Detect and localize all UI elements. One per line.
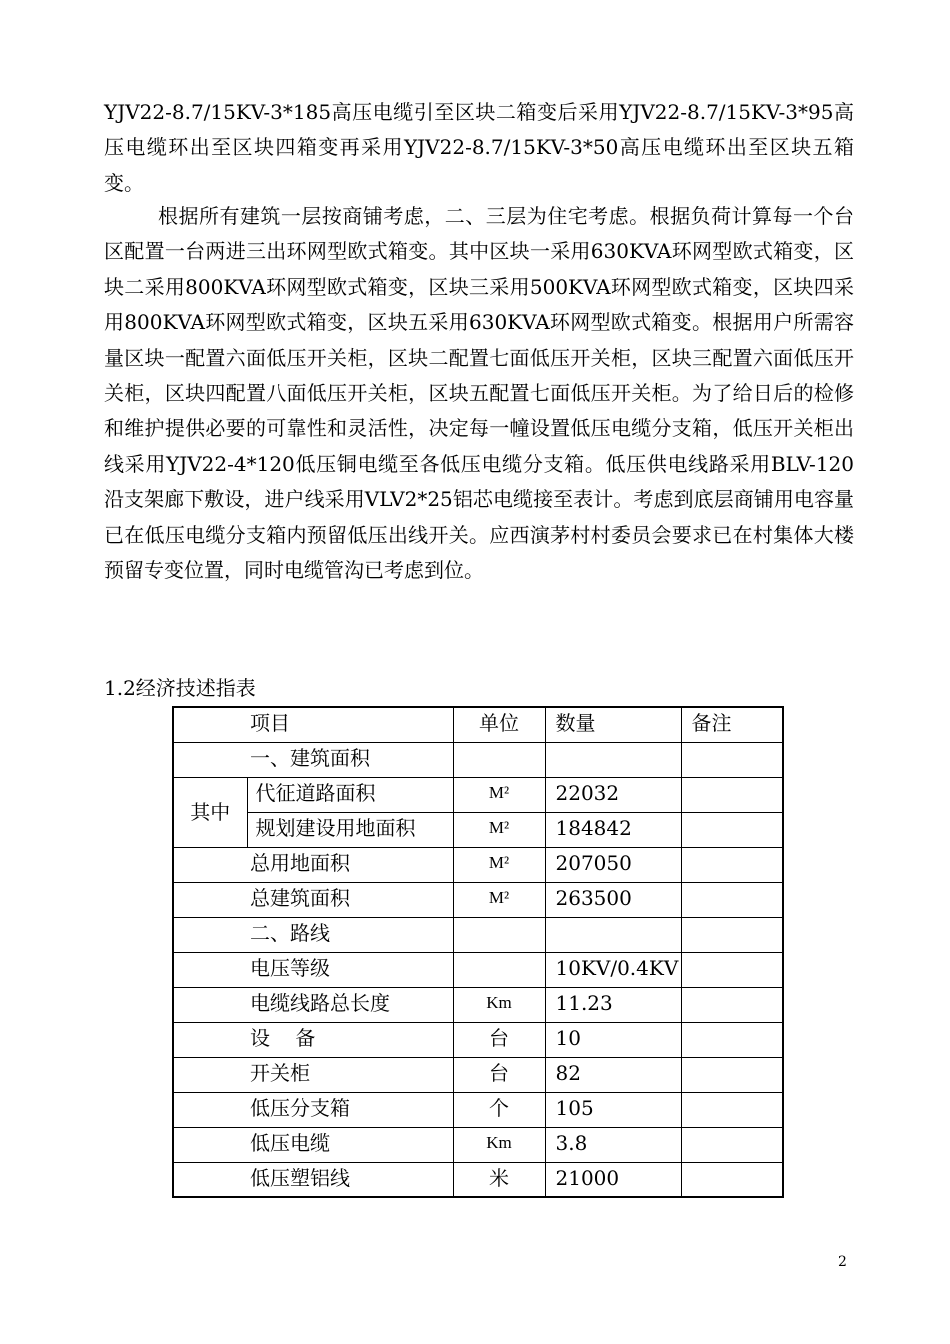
row-unit: M²	[453, 847, 545, 882]
row-unit	[453, 742, 545, 777]
table-row	[173, 742, 783, 777]
row-quantity: 11.23	[545, 987, 681, 1022]
row-note	[681, 987, 783, 1022]
row-item: 低压分支箱	[173, 1092, 453, 1127]
table-row	[173, 1092, 783, 1127]
page-number: 2	[838, 1254, 847, 1270]
row-note	[681, 1057, 783, 1092]
row-note	[681, 742, 783, 777]
row-note	[681, 777, 783, 812]
row-unit	[453, 952, 545, 987]
row-unit: Km	[453, 987, 545, 1022]
header-item: 项目	[173, 707, 453, 742]
row-quantity: 184842	[545, 812, 681, 847]
body-paragraph: YJV22-8.7/15KV-3*185高压电缆引至区块二箱变后采用YJV22-8.7/15KV-3*95高压电缆环出至区块四箱变再采用YJV22-8.7/15KV-3*50高压电缆环出至区块五箱变。	[104, 100, 854, 195]
row-note	[681, 1162, 783, 1197]
row-quantity: 10KV/0.4KV	[545, 952, 681, 987]
row-quantity: 21000	[545, 1162, 681, 1197]
body-paragraph: 根据所有建筑一层按商铺考虑，二、三层为住宅考虑。根据负荷计算每一个台区配置一台两进三出环网型欧式箱变。其中区块一采用630KVA环网型欧式箱变，区块二采用800KVA环网型欧式箱变，区块三采用500KVA环网型欧式箱变，区块四采用800KVA环网型欧式箱变，区块五采用630KVA环网型欧式箱变。根据用户所需容量区块一配置六面低压开关柜，区块二配置七面低压开关柜，区块三配置六面低压开关柜，区块四配置八面低压开关柜，区块五配置七面低压开关柜。为了给日后的检修和维护提供必要的可靠性和灵活性，决定每一幢设置低压电缆分支箱，低压开关柜出线采用YJV22-4*120低压铜电缆至各低压电缆分支箱。低压供电线路采用BLV-120沿支架廊下敷设，进户线采用VLV2*25铝芯电缆接至表计。考虑到底层商铺用电容量已在低压电缆分支箱内预留低压出线开关。应西演茅村村委员会要求已在村集体大楼预留专变位置，同时电缆管沟已考虑到位。	[104, 204, 854, 583]
row-item: 电缆线路总长度	[173, 987, 453, 1022]
table-row	[173, 952, 783, 987]
row-item: 二、路线	[173, 917, 453, 952]
row-note	[681, 917, 783, 952]
row-quantity: 82	[545, 1057, 681, 1092]
header-unit: 单位	[453, 707, 545, 742]
row-quantity: 207050	[545, 847, 681, 882]
section-title: 1.2经济技述指表	[104, 676, 256, 700]
row-note	[681, 1092, 783, 1127]
row-item: 代征道路面积	[247, 777, 453, 812]
row-unit	[453, 917, 545, 952]
table-row	[173, 847, 783, 882]
table-row	[173, 1022, 783, 1057]
row-unit: M²	[453, 812, 545, 847]
row-quantity: 3.8	[545, 1127, 681, 1162]
row-item: 低压电缆	[173, 1127, 453, 1162]
row-item: 电压等级	[173, 952, 453, 987]
row-item: 总用地面积	[173, 847, 453, 882]
header-quantity: 数量	[545, 707, 681, 742]
row-unit: 米	[453, 1162, 545, 1197]
row-unit: Km	[453, 1127, 545, 1162]
group-label: 其中	[173, 777, 247, 847]
row-quantity: 263500	[545, 882, 681, 917]
header-note: 备注	[681, 707, 783, 742]
row-quantity	[545, 917, 681, 952]
table-row	[173, 987, 783, 1022]
row-note	[681, 1127, 783, 1162]
row-unit: M²	[453, 882, 545, 917]
table-row	[173, 882, 783, 917]
row-quantity	[545, 742, 681, 777]
row-note	[681, 952, 783, 987]
economic-indicators-table	[172, 706, 784, 1198]
row-quantity: 10	[545, 1022, 681, 1057]
row-item: 总建筑面积	[173, 882, 453, 917]
table-row	[173, 1162, 783, 1197]
row-unit: 台	[453, 1022, 545, 1057]
table-row	[173, 1127, 783, 1162]
row-unit: M²	[453, 777, 545, 812]
row-note	[681, 812, 783, 847]
row-unit: 个	[453, 1092, 545, 1127]
row-item: 设 备	[173, 1022, 453, 1057]
row-quantity: 22032	[545, 777, 681, 812]
row-quantity: 105	[545, 1092, 681, 1127]
row-item: 低压塑铝线	[173, 1162, 453, 1197]
row-item: 一、建筑面积	[173, 742, 453, 777]
table-row	[173, 917, 783, 952]
row-item: 规划建设用地面积	[247, 812, 453, 847]
row-note	[681, 847, 783, 882]
row-note	[681, 1022, 783, 1057]
table-row	[173, 777, 783, 812]
table-row	[173, 1057, 783, 1092]
row-unit: 台	[453, 1057, 545, 1092]
table-row	[173, 812, 783, 847]
table-header-row	[173, 707, 783, 742]
row-item: 开关柜	[173, 1057, 453, 1092]
row-note	[681, 882, 783, 917]
